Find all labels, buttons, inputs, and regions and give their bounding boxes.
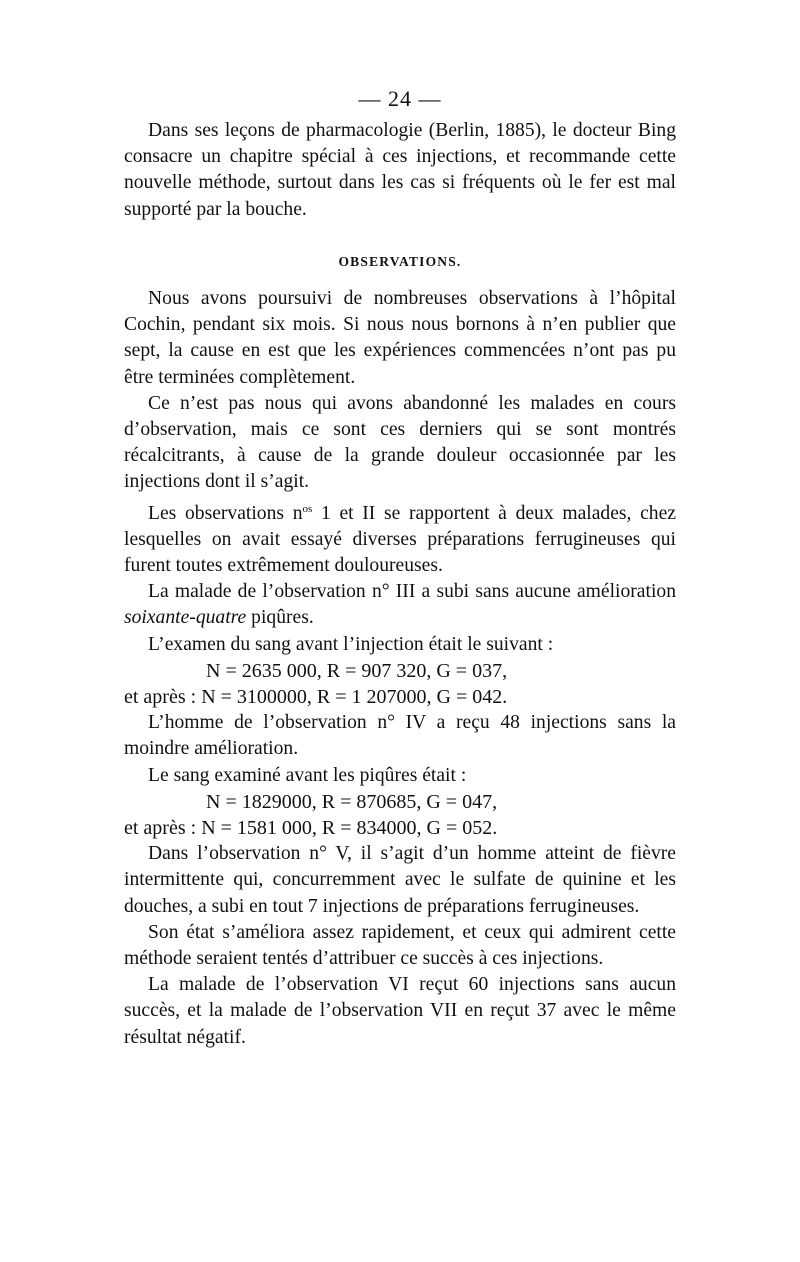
paragraph-4 bbox=[124, 579, 676, 631]
paragraph-4-end: piqûres. bbox=[246, 607, 314, 629]
paragraph-9: Son état s’améliora assez rapidement, et ceux qui admirent cette méthode seraient tentés d’attribuer ce succès à ces injections. bbox=[124, 921, 676, 970]
intro-paragraph: Dans ses leçons de pharmacologie (Berlin, 1885), le docteur Bing consacre un chapitre spécial à ces injections, et recommande cette nouvelle méthode, surtout dans les cas si fréquents où le fer est mal supporté par la bouche. bbox=[124, 120, 676, 220]
paragraph-3-end: 1 et II se rapportent à deux malades, chez lesquelles on avait essayé diverses préparations ferrugineuses qui furent toutes extrêmement douloureuses. bbox=[124, 502, 676, 577]
blood-count-before-2: N = 1829000, R = 870685, G = 047, bbox=[206, 790, 498, 813]
paragraph-8: Dans l’observation n° V, il s’agit d’un homme atteint de fièvre intermittente qui, concurremment avec le sulfate de quinine et les douches, a subi en tout 7 injections de préparations ferrugineuses. bbox=[124, 843, 676, 917]
paragraph-2: Ce n’est pas nous qui avons abandonné les malades en cours d’observation, mais ce sont ces derniers qui se sont montrés récalcitrants, à cause de la grande douleur occasionnée par les injections dont il s’agit. bbox=[124, 392, 676, 493]
observations-body bbox=[124, 286, 676, 1051]
paragraph-1: Nous avons poursuivi de nombreuses observations à l’hôpital Cochin, pendant six mois. Si nous nous bornons à n’en publier que sept, la cause en est que les expériences commencées n’ont pas pu être terminées complètement. bbox=[124, 288, 676, 388]
paragraph-3 bbox=[124, 496, 676, 580]
paragraph-10: La malade de l’observation VI reçut 60 injections sans aucun succès, et la malade de l’observation VII en reçut 37 avec le même résultat négatif. bbox=[124, 974, 676, 1048]
paragraph-3-start: Les observations n bbox=[148, 502, 303, 524]
blood-count-after-2: et après : N = 1581 000, R = 834000, G = 052. bbox=[124, 817, 498, 840]
paragraph-3-superscript: os bbox=[302, 502, 313, 515]
paragraph-6: L’homme de l’observation n° IV a reçu 48 injections sans la moindre amélioration. bbox=[124, 712, 676, 760]
section-heading: OBSERVATIONS. bbox=[338, 254, 462, 269]
page-number: — 24 — bbox=[358, 86, 442, 111]
intro-block bbox=[124, 118, 676, 223]
paragraph-7: Le sang examiné avant les piqûres était : bbox=[148, 764, 467, 786]
paragraph-4-start: La malade de l’observation n° III a subi sans aucune amélioration bbox=[148, 581, 676, 603]
blood-count-before-1: N = 2635 000, R = 907 320, G = 037, bbox=[206, 659, 508, 682]
blood-count-after-1: et après : N = 3100000, R = 1 207000, G = 042. bbox=[124, 686, 508, 709]
paragraph-5: L’examen du sang avant l’injection était le suivant : bbox=[148, 633, 554, 655]
paragraph-4-italic: soixante-quatre bbox=[124, 607, 247, 629]
